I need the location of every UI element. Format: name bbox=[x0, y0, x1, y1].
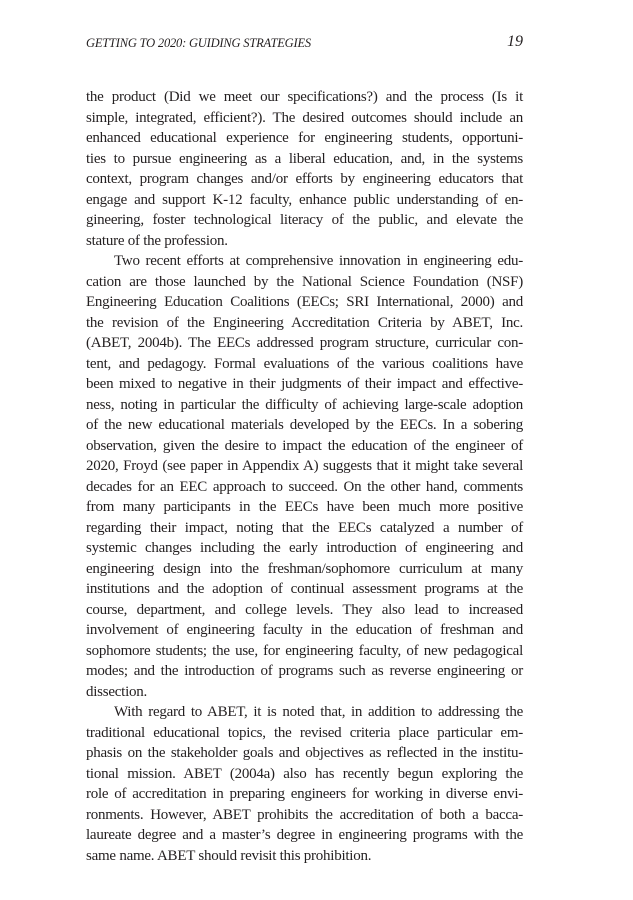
text-line: decades for an EEC approach to succeed. On the other hand, comments bbox=[86, 478, 523, 495]
text-line: modes; and the introduction of programs such as reverse engineering or bbox=[86, 663, 523, 679]
text-line: tional mission. ABET (2004a) also has recently begun exploring the bbox=[86, 765, 523, 782]
paragraph bbox=[86, 87, 523, 251]
text-line: cation are those launched by the National Science Foundation (NSF) bbox=[86, 273, 523, 290]
text-line: (ABET, 2004b). The EECs addressed program structure, curricular con- bbox=[86, 335, 523, 351]
text-line: Two recent efforts at comprehensive innovation in engineering edu- bbox=[114, 253, 523, 269]
text-line: the revision of the Engineering Accreditation Criteria by ABET, Inc. bbox=[86, 314, 523, 331]
text-line: course, department, and college levels. They also lead to increased bbox=[86, 601, 523, 618]
page-number: 19 bbox=[507, 33, 523, 50]
text-line: sophomore students; the use, for engineering faculty, of new pedagogical bbox=[86, 642, 523, 659]
text-line: With regard to ABET, it is noted that, in addition to addressing the bbox=[114, 704, 523, 720]
text-line: traditional educational topics, the revised criteria place particular em- bbox=[86, 724, 523, 741]
text-line: Engineering Education Coalitions (EECs; SRI International, 2000) and bbox=[86, 294, 523, 310]
running-title: GETTING TO 2020: GUIDING STRATEGIES bbox=[86, 36, 311, 50]
text-line: stature of the profession. bbox=[86, 232, 228, 249]
text-line: engineering design into the freshman/sophomore curriculum at many bbox=[86, 560, 523, 577]
text-line: ronments. However, ABET prohibits the accreditation of both a bacca- bbox=[86, 806, 523, 823]
text-line: engage and support K-12 faculty, enhance public understanding of en- bbox=[86, 191, 523, 208]
text-line: 2020, Froyd (see paper in Appendix A) suggests that it might take several bbox=[86, 458, 523, 474]
text-line: involvement of engineering faculty in the education of freshman and bbox=[86, 622, 523, 638]
text-line: observation, given the desire to impact the education of the engineer of bbox=[86, 437, 523, 454]
text-line: ties to pursue engineering as a liberal education, and, in the systems bbox=[86, 150, 523, 167]
text-line: tent, and pedagogy. Formal evaluations of the various coalitions have bbox=[86, 355, 523, 372]
text-line: simple, integrated, efficient?). The desired outcomes should include an bbox=[86, 109, 523, 126]
text-line: from many participants in the EECs have been much more positive bbox=[86, 499, 523, 515]
text-line: of the new educational materials developed by the EECs. In a sobering bbox=[86, 417, 523, 433]
text-line: systemic changes including the early introduction of engineering and bbox=[86, 540, 523, 556]
paragraph bbox=[86, 702, 523, 866]
text-line: enhanced educational experience for engineering students, opportuni- bbox=[86, 130, 523, 146]
text-line: gineering, foster technological literacy of the public, and elevate the bbox=[86, 212, 523, 228]
text-line: phasis on the stakeholder goals and objectives as reflected in the institu- bbox=[86, 745, 523, 761]
text-line: context, program changes and/or efforts by engineering educators that bbox=[86, 171, 523, 187]
text-line: same name. ABET should revisit this prohibition. bbox=[86, 847, 372, 864]
text-line: dissection. bbox=[86, 683, 147, 700]
body-text bbox=[86, 87, 523, 866]
running-header bbox=[86, 35, 523, 53]
text-line: institutions and the adoption of continual assessment programs at the bbox=[86, 581, 523, 597]
text-line: regarding their impact, noting that the EECs catalyzed a number of bbox=[86, 519, 523, 536]
text-line: the product (Did we meet our specifications?) and the process (Is it bbox=[86, 89, 523, 105]
text-line: ness, noting in particular the difficulty of achieving large-scale adoption bbox=[86, 396, 523, 413]
paragraph bbox=[86, 251, 523, 702]
text-line: laureate degree and a master’s degree in engineering programs with the bbox=[86, 827, 523, 843]
text-line: been mixed to negative in their judgments of their impact and effective- bbox=[86, 376, 523, 392]
text-line: role of accreditation in preparing engineers for working in diverse envi- bbox=[86, 786, 523, 802]
